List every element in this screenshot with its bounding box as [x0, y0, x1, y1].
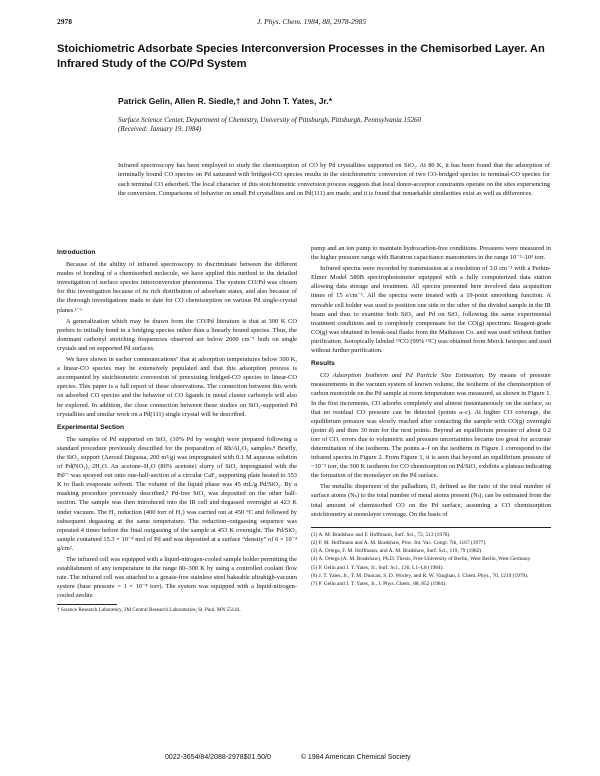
journal-citation: J. Phys. Chem. 1984, 88, 2978-2985 [257, 17, 367, 26]
page-footer [165, 754, 495, 761]
section-heading-results: Results [311, 360, 335, 368]
reference-item: (2) F. M. Hoffmann and A. M. Bradshaw, Proc. Int. Vac. Congr. 7th, 1167 (1977). [311, 539, 487, 546]
affiliation-block [118, 116, 548, 134]
paragraph: Because of the ability of infrared spectroscopy to discriminate between the different modes of bonding of a chemisorbed molecule, we have applied this method to the detailed investigation of surface species interconversion phenomena. The system CO/Pd was chosen for this investigation because of its rich distribution of adsorbate states, and also because of the thorough investigations made to date for CO chemisorption on various Pd single-crystal planes.¹⁻⁶ [57, 261, 297, 314]
running-header [57, 17, 557, 29]
right-column [311, 244, 551, 588]
subsection-heading: CO Adsorption Isotherm and Pd Particle Size Estimation. [320, 372, 485, 380]
footnote-divider [57, 604, 117, 605]
paragraph: The infrared cell was equipped with a liquid-nitrogen-cooled sample holder permitting the establishment of any temperature in the range 80–300 K by using a controlled coolant flow rate. The infrared cell was attached to a grease-free stainless steel bakeable ultrahigh-vacuum system (base pressure = 1 × 10⁻⁸ torr). The system was equipped with a liquid-nitrogen-cooled zeolite [57, 556, 297, 600]
reference-item: (4) A. Ortega (A. M. Bradshaw), Ph.D. Thesis, Free University of Berlin, West Berlin, West Germany. [311, 556, 532, 563]
paragraph: A generalization which may be drawn from the CO/Pd literature is that at 300 K CO prefers to initially bond in a bridging species rather than a linearly bound species. Thus, the dominant carbonyl stretching frequencies observed are below 2000 cm⁻¹ both on single crystals and on supported Pd surfaces. [57, 317, 297, 352]
paragraph: We have shown in earlier communications⁷ that at adsorption temperatures below 300 K, a linear-CO species may be extensively populated and that this adsorption process is accompanied by stoichiometric conversion of preexisting bridged-CO species to linear-CO species. This paper is a full report of these observations. The connection between this work on adsorbed CO species and the behavior of CO ligands in metal cluster carbonyls will also be explored. In addition, the close connection between these studies on SiO₂-supported Pd crystallites and similar work on a Pd(111) single crystal will be described. [57, 356, 297, 418]
author-footnote: † Science Research Laboratory, 3M Central Research Laboratories, St. Paul, MN 55144. [57, 607, 241, 614]
section-heading-introduction: Introduction [57, 249, 96, 256]
reference-item: (7) P. Gelin and J. T. Yates, Jr., J. Phys. Chem., 88, 852 (1984). [311, 580, 447, 587]
article-code: 0022-3654/84/2088-2978$01.50/0 [165, 754, 271, 761]
abstract: Infrared spectroscopy has been employed to study the chemisorption of CO by Pd crystallites supported on SiO₂. At 80 K, it has been found that the adsorption of terminally bound CO species on Pd saturated with bridged-CO species results in the stoichiometric conversion of two CO-bridged species to terminal-CO species for each terminal CO adsorbed. The local character of this stoichiometric conversion process suggests that local donor-acceptor constraints operate on the sites experiencing the conversion. Comparisons of behavior on small Pd crystallites and on Pd(111) are made, and it is found that remarkable similarities exist as well as differences. [118, 162, 550, 197]
paragraph: Infrared spectra were recorded by transmission at a resolution of 3.0 cm⁻¹ with a Perkin-Elmer Model 580B spectrophotometer equipped with a fully computerized data station allowing data storage and treatment. All spectra presented here involved data acquisition times of 15 s/cm⁻¹. All the spectra were treated with a 19-point smoothing function. A movable cell holder was used to position one side or the other of the divided sample in the IR beam and thus to examine both SiO₂ and Pd on SiO₂ following the same experimental treatment conditions and to completely compensate for the CO(g) spectrum. Reagent-grade CO(g) was obtained in break-seal flasks from the Matheson Co. and was used without further purification. Isotopically labeled ¹³CO (99% ¹³C) was obtained from Merck Isotopes and used without further purification. [311, 265, 551, 355]
reference-item: (5) P. Gelin and J. T. Yates, Jr., Surf. Sci., 136, L1–L8 (1984). [311, 564, 444, 571]
section-heading-experimental: Experimental Section [57, 423, 125, 431]
received-date: (Received: January 19, 1984) [118, 125, 202, 133]
reference-list [311, 527, 551, 588]
paragraph: The metallic dispersion of the palladium, D, defined as the ratio of the total number of surface atoms (Nₛ) to the total number of metal atoms present (Nₜ), can be estimated from the total amount of chemisorbed CO on the Pd surface, assuming a CO chemisorption stoichiometry at monolayer coverage. On the basis of [311, 483, 551, 518]
paragraph [311, 371, 551, 480]
author-list: Patrick Gelin, Allen R. Siedle,† and John T. Yates, Jr.* [118, 96, 332, 106]
article-title: Stoichiometric Adsorbate Species Interconversion Processes in the Chemisorbed Layer. An Infrared Study of the CO/Pd System [57, 43, 545, 70]
reference-item: (1) A. M. Bradshaw and F. Hoffmann, Surf. Sci., 72, 513 (1978). [311, 531, 451, 538]
paragraph: pump and an ion pump to maintain hydrocarbon-free conditions. Pressures were measured in the higher pressure range with Baratron capacitance manometers in the range 10⁻³–10³ torr. [311, 245, 551, 262]
affiliation: Surface Science Center, Department of Chemistry, University of Pittsburgh, Pittsburgh, Pennsylvania 15260 [118, 116, 421, 124]
paragraph-text: By means of pressure measurements in the vacuum system of known volume, the isotherm of the chemisorption of carbon monoxide on the Pd sample at room temperature was measured, as shown in Figure 1. In the first increments, CO adsorbs completely and almost instantaneously on the surface, so that no residual CO pressure can be detected (points a–c). At higher CO coverage, the equilibrium pressure was slowly reached after contacting the sample with CO(g) overnight (point d) and then 30 min for the next points. Beyond an equilibrium pressure of about 0.2 torr of CO, errors due to volumetric and pressure uncertainties became too great for accurate determination of the isotherm. The points a–f on the isotherm in Figure 1 correspond to the infrared spectra in Figure 2. From Figure 1, it is seen that beyond an equilibrium pressure of ~10⁻² torr, the 300 K isotherm for CO chemisorption on Pd/SiO₂ exhibits a plateau indicating the formation of the monolayer on the Pd surface. [311, 372, 551, 480]
reference-item: (3) A. Ortega, F. M. Hoffmann, and A. M. Bradshaw, Surf. Sci., 119, 79 (1982). [311, 548, 483, 555]
copyright: © 1984 American Chemical Society [300, 754, 411, 761]
left-column [57, 244, 297, 616]
paragraph: The samples of Pd supported on SiO₂ (10% Pd by weight) were prepared following a standard procedure previously described for the preparation of Rh/Al₂O₃ samples.⁸ Briefly, the SiO₂ support (Aerosil Degussa, 200 m²/g) was impregnated with 0.1 M aqueous solution of Pd(NO₃)₂·2H₂O. An acetone–H₂O (80% acetone) slurry of SiO₂ impregnated with the Pd²⁺ was sprayed out onto one-half-section of a circular CaF₂ supporting plate heated to 353 K to flash evaporate solvent. The volume of the liquid phase was 45 mL/g Pd/SiO₂. By a masking procedure previously described,⁹ Pd-free SiO₂ was deposited on the other half-section. The sample was then introduced into the IR cell and degassed overnight at 423 K under vacuum. The H₂ reduction (400 torr of H₂) was carried out at 450 °C and followed by subsequent degassing at the same temperature. The reduction–outgassing sequence was repeated 4 times before the final outgassing of the sample at 453 K overnight. The Pd/SiO₂ sample contained 15.3 × 10⁻⁴ mol of Pd and was deposited at a surface “density” of 6 × 10⁻³ g/cm². [57, 435, 297, 552]
page-number: 2978 [57, 17, 72, 26]
reference-item: (6) J. T. Yates, Jr., T. M. Duncan, S. D. Worley, and R. W. Vaughan, J. Chem. Phys., 70, 1219 (1979). [311, 572, 529, 579]
